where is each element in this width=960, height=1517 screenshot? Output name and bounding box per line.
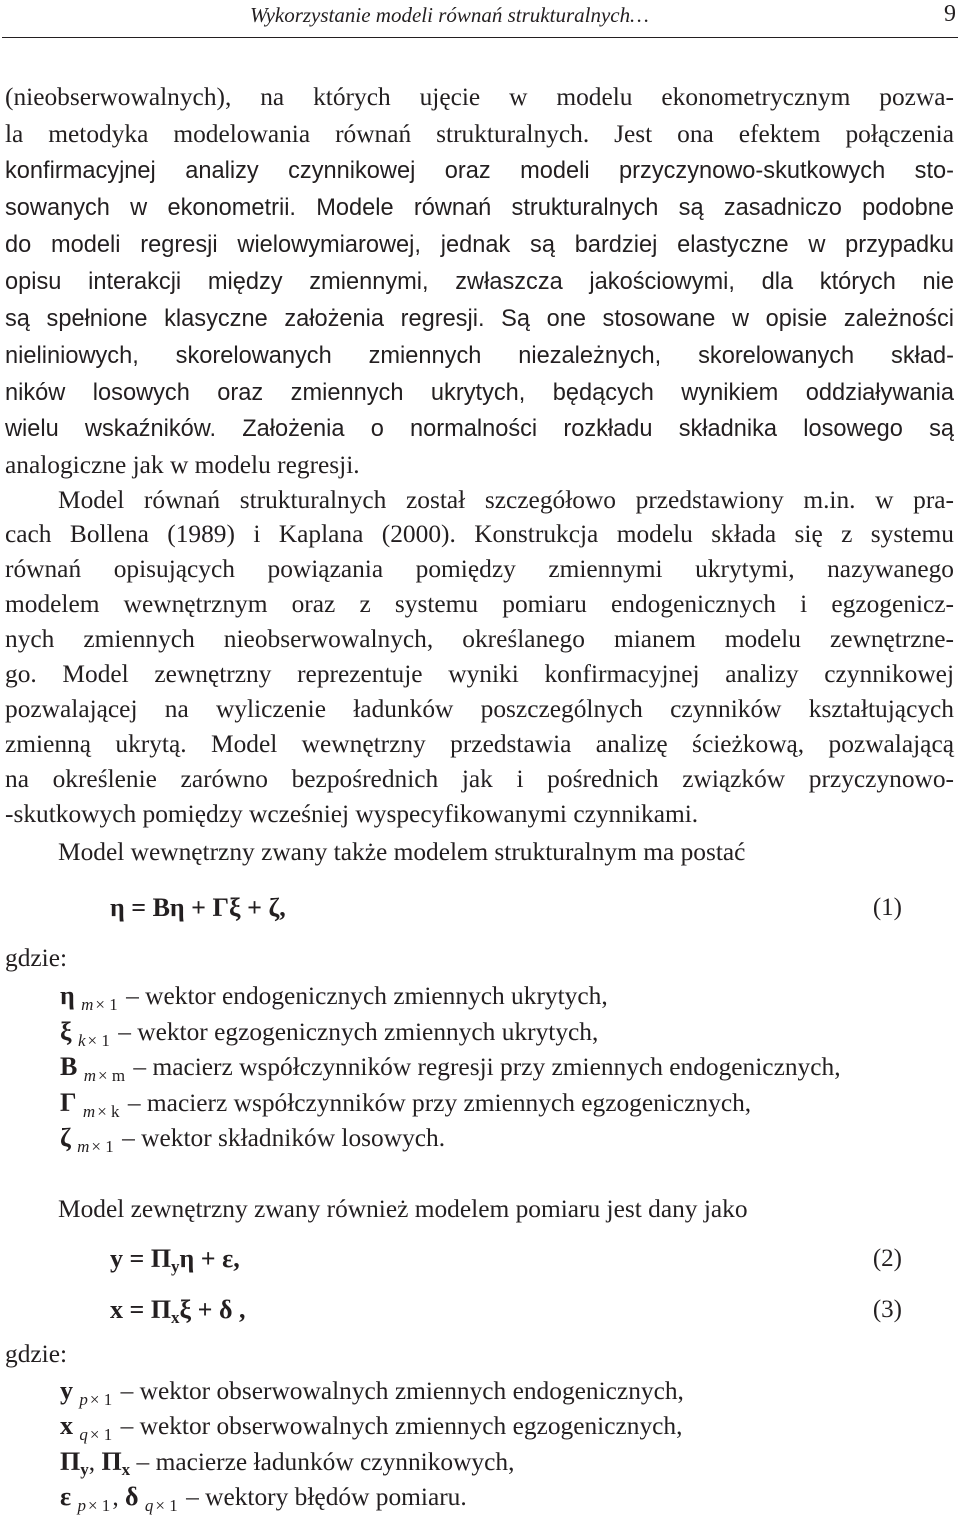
text-line: równań opisujących powiązania pomiędzy zmiennymi ukrytymi, nazywanego	[5, 555, 954, 583]
text-line: (nieobserwowalnych), na których ujęcie w modelu ekonometrycznym pozwa-	[5, 83, 954, 111]
subscript-dim: × 1	[89, 1390, 113, 1409]
description: – wektor obserwowalnych zmiennych egzogenicznych,	[120, 1412, 683, 1440]
subscript-dim: × 1	[95, 995, 118, 1014]
description: – wektor egzogenicznych zmiennych ukrytych,	[118, 1018, 599, 1046]
subscript: m	[82, 1102, 96, 1121]
subscript-dim-2: × 1	[155, 1496, 178, 1515]
equation-2-lhs: y = Π	[110, 1244, 172, 1273]
definition-item	[60, 979, 608, 1016]
description: – macierz współczynników przy zmiennych egzogenicznych,	[127, 1089, 752, 1117]
symbol: η	[60, 981, 75, 1010]
separator: ,	[112, 1483, 126, 1511]
separator: ,	[88, 1448, 102, 1476]
symbol: Γ	[60, 1088, 77, 1117]
text-line: nieliniowych, skorelowanych zmiennych niezależnych, skorelowanych skład-	[5, 343, 954, 369]
symbol: ξ	[60, 1017, 72, 1046]
subscript-dim: × 1	[89, 1425, 113, 1444]
where-label: gdzie:	[5, 944, 68, 972]
description: – macierz współczynników regresji przy zmiennych endogenicznych,	[133, 1053, 841, 1081]
subscript: p	[77, 1496, 86, 1515]
subscript: y	[80, 1460, 89, 1479]
subscript: m	[81, 995, 94, 1014]
definition-item	[60, 1374, 684, 1411]
text-line: opisu interakcji między zmiennymi, zwłaszcza jakościowymi, dla których nie	[5, 269, 954, 295]
description: – wektor endogenicznych zmiennych ukrytych,	[126, 982, 608, 1010]
subscript: k	[77, 1031, 86, 1050]
text-line: ników losowych oraz zmiennych ukrytych, będących wynikiem oddziaływania	[5, 380, 954, 406]
description: – wektor obserwowalnych zmiennych endogenicznych,	[120, 1377, 684, 1405]
where-label-2: gdzie:	[5, 1340, 68, 1368]
subscript-2: q	[144, 1496, 154, 1515]
text-line: -skutkowych pomiędzy wcześniej wyspecyfikowanymi czynnikami.	[5, 800, 699, 828]
text-line: go. Model zewnętrzny reprezentuje wyniki konfirmacyjnej analizy czynnikowej	[5, 660, 954, 688]
equation-3-rhs: ξ + δ ,	[179, 1295, 246, 1324]
subscript-dim: × 1	[91, 1137, 114, 1156]
subscript: p	[79, 1390, 88, 1409]
definition-item	[60, 1121, 445, 1158]
subscript: q	[79, 1425, 88, 1444]
text-line: analogiczne jak w modelu regresji.	[5, 451, 360, 479]
equation-2	[110, 1244, 240, 1274]
header-rule	[2, 37, 958, 38]
equation-3	[110, 1295, 245, 1325]
equation-3-number: (3)	[872, 1296, 902, 1323]
text-line: wielu wskaźników. Założenia o normalności rozkładu składnika losowego są	[5, 416, 954, 442]
equation-1-number: (1)	[872, 894, 902, 921]
subscript-dim: × 1	[87, 1496, 111, 1515]
symbol: ζ	[60, 1123, 71, 1152]
subscript-dim: × 1	[87, 1031, 110, 1050]
symbol: B	[60, 1052, 78, 1081]
definition-item	[60, 1086, 751, 1123]
symbol: ε	[60, 1482, 72, 1511]
definition-item	[60, 1445, 514, 1482]
definition-item	[60, 1409, 682, 1446]
equation-2-rhs: η + ε,	[179, 1244, 240, 1273]
subscript: m	[83, 1066, 96, 1085]
running-header	[0, 0, 960, 38]
text-line: na określenie zarówno bezpośrednich jak i pośrednich związków przyczynowo-	[5, 765, 954, 793]
page-number: 9	[944, 1, 956, 27]
text-line: konfirmacyjnej analizy czynnikowej oraz modeli przyczynowo-skutkowych sto-	[5, 158, 954, 184]
running-title: Wykorzystanie modeli równań strukturalnych…	[250, 3, 649, 27]
definition-item	[60, 1480, 467, 1517]
definition-item	[60, 1050, 841, 1087]
equation-3-lhs: x = Π	[110, 1295, 172, 1324]
symbol: Π	[60, 1447, 81, 1476]
description: – wektor składników losowych.	[122, 1124, 446, 1152]
text-line: pozwalającej na wyliczenie ładunków poszczególnych czynników kształtujących	[5, 695, 954, 723]
text-line: Model równań strukturalnych został szczegółowo przedstawiony m.in. w pra-	[58, 486, 954, 514]
symbol: y	[60, 1376, 73, 1405]
text-line: zmienną ukrytą. Model wewnętrzny przedstawia analizę ścieżkową, pozwalającą	[5, 730, 954, 758]
eq1-intro: Model wewnętrzny zwany także modelem strukturalnym ma postać	[58, 838, 746, 866]
symbol-2: δ	[125, 1482, 139, 1511]
description: – wektory błędów pomiaru.	[186, 1483, 467, 1511]
equation-1: η = Bη + Γξ + ζ,	[110, 893, 286, 922]
text-line: są spełnione klasyczne założenia regresji. Są one stosowane w opisie zależności	[5, 306, 954, 332]
equation-3-subscript: x	[171, 1308, 180, 1327]
text-line: sowanych w ekonometrii. Modele równań strukturalnych są zasadniczo podobne	[5, 195, 954, 221]
symbol: x	[60, 1411, 73, 1440]
equation-2-number: (2)	[872, 1245, 902, 1272]
text-line: modelem wewnętrznym oraz z systemu pomiaru endogenicznych i egzogenicz-	[5, 590, 954, 618]
equation-2-subscript: y	[171, 1257, 180, 1276]
subscript-dim: × k	[97, 1102, 120, 1121]
symbol-2: Π	[101, 1447, 122, 1476]
text-line: do modeli regresji wielowymiarowej, jednak są bardziej elastyczne w przypadku	[5, 232, 954, 258]
subscript-dim: × m	[97, 1066, 126, 1085]
text-line: nych zmiennych nieobserwowalnych, określanego mianem modelu zewnętrzne-	[5, 625, 954, 653]
description: – macierze ładunków czynnikowych,	[136, 1448, 515, 1476]
text-line: cach Bollena (1989) i Kaplana (2000). Konstrukcja modelu składa się z systemu	[5, 520, 954, 548]
text-line: la metodyka modelowania równań strukturalnych. Jest ona efektem połączenia	[5, 120, 954, 148]
eq2-intro: Model zewnętrzny zwany również modelem pomiaru jest dany jako	[58, 1195, 748, 1223]
definition-item	[60, 1015, 598, 1052]
subscript-2: x	[121, 1460, 131, 1479]
subscript: m	[77, 1137, 90, 1156]
